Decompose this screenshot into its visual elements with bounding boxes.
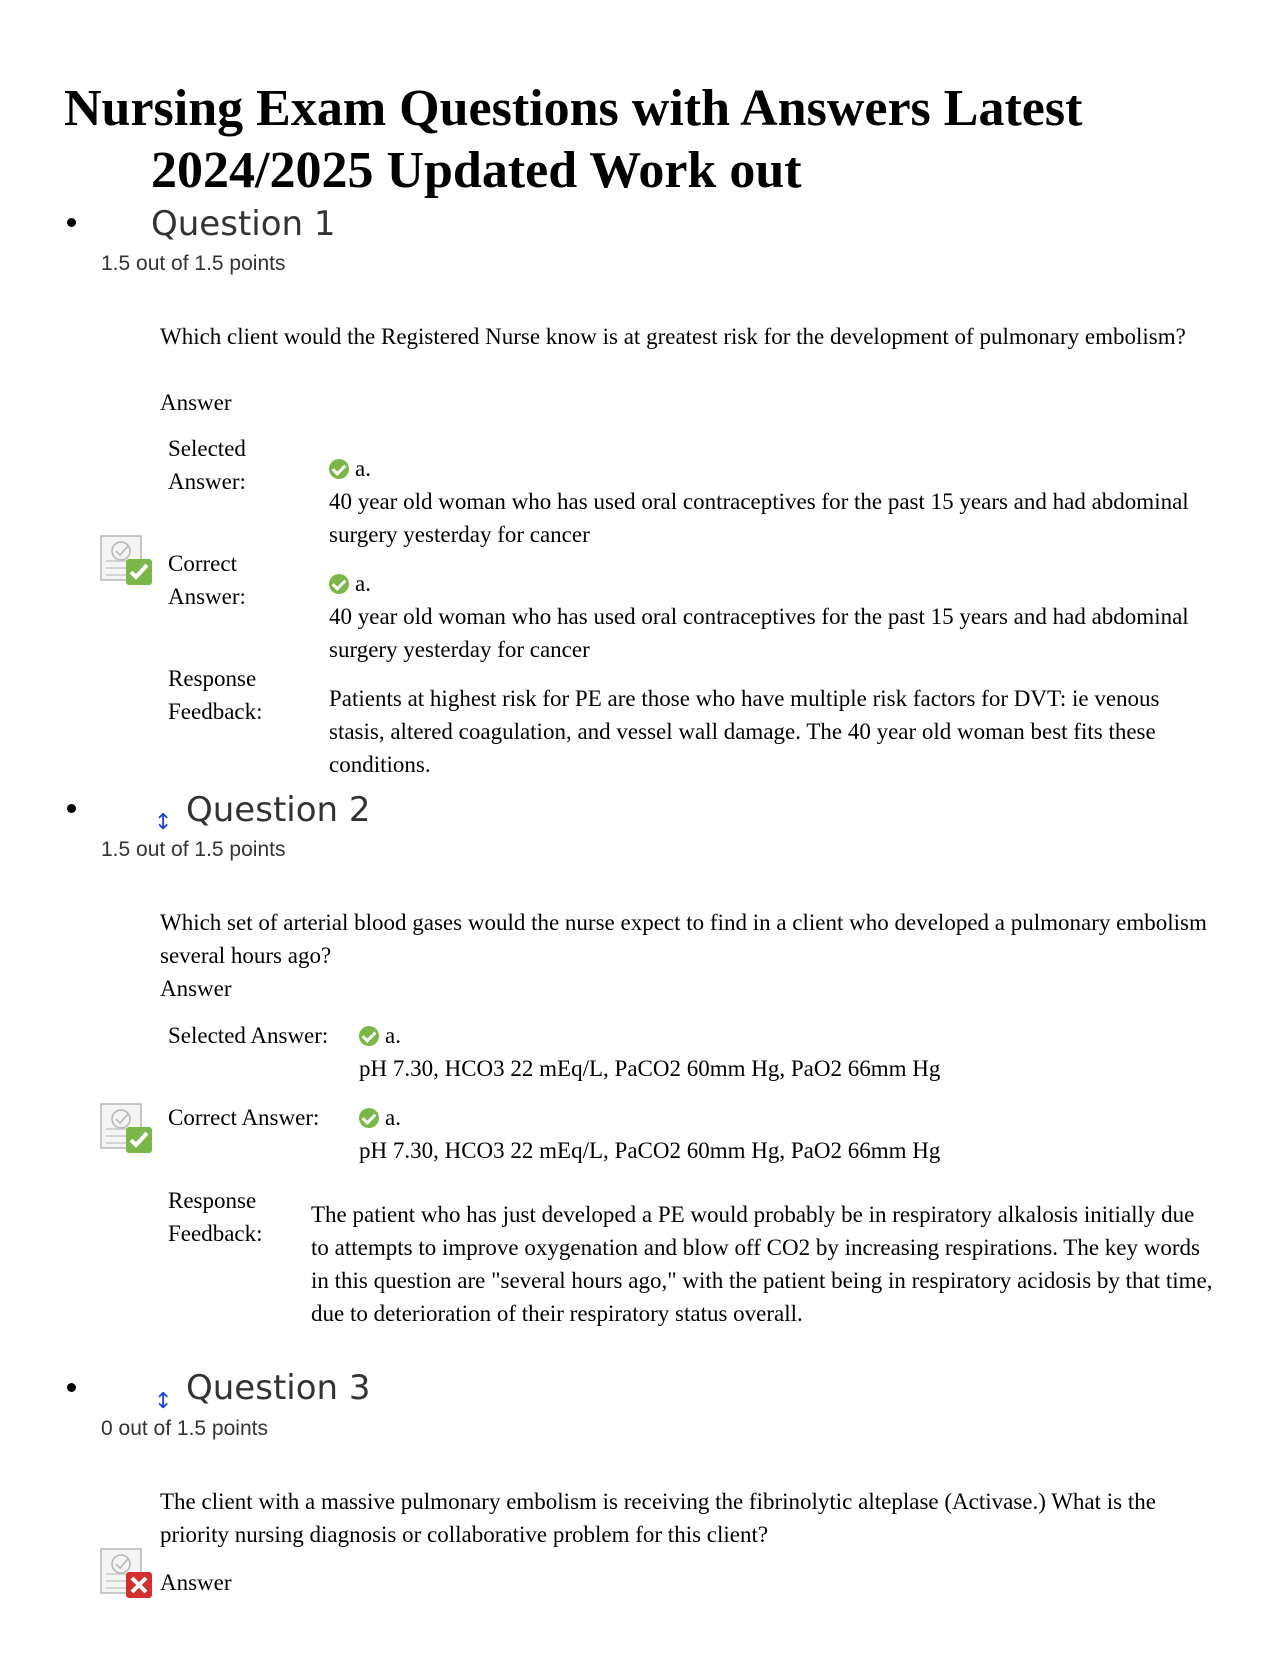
question-text: Which set of arterial blood gases would the nurse expect to find in a client who developed a pulmonary embolism several hours ago? xyxy=(160,910,1207,968)
response-feedback-label: Response Feedback: xyxy=(168,1188,263,1246)
correct-answer-text: pH 7.30, HCO3 22 mEq/L, PaCO2 60mm Hg, PaO2 66mm Hg xyxy=(359,1138,941,1163)
selected-answer-text: 40 year old woman who has used oral contraceptives for the past 15 years and had abdominal surgery yesterday for cancer xyxy=(329,489,1189,547)
question-points: 1.5 out of 1.5 points xyxy=(101,252,286,275)
title-line-1: Nursing Exam Questions with Answers Latest xyxy=(64,80,1083,137)
question-heading: Question 1 xyxy=(151,204,336,244)
list-bullet xyxy=(67,1383,76,1392)
check-icon xyxy=(329,574,349,594)
check-icon xyxy=(359,1026,379,1046)
document-title xyxy=(64,78,1082,202)
question-text: Which client would the Registered Nurse know is at greatest risk for the development of pulmonary embolism? xyxy=(160,324,1186,349)
response-feedback-text: Patients at highest risk for PE are those who have multiple risk factors for DVT: ie venous stasis, altered coagulation, and vessel wall damage. The 40 year old woman best fits these conditions. xyxy=(329,686,1160,777)
selected-answer-choice: a. xyxy=(359,1019,401,1052)
question-points: 0 out of 1.5 points xyxy=(101,1417,268,1440)
response-feedback-text: The patient who has just developed a PE would probably be in respiratory alkalosis initially due to attempts to improve oxygenation and blow off CO2 by increasing respirations. The key words in this question are "several hours ago," with the patient being in respiratory acidosis by that time, due to deterioration of their respiratory status overall. xyxy=(311,1202,1213,1326)
selected-answer-text: pH 7.30, HCO3 22 mEq/L, PaCO2 60mm Hg, PaO2 66mm Hg xyxy=(359,1056,941,1081)
title-line-2: 2024/2025 Updated Work out xyxy=(151,142,802,199)
correct-grade-icon xyxy=(100,533,152,585)
check-icon xyxy=(359,1108,379,1128)
move-handle-icon[interactable]: ↕ xyxy=(154,1389,173,1414)
list-bullet xyxy=(67,804,76,813)
correct-answer-choice: a. xyxy=(329,567,371,600)
correct-answer-choice: a. xyxy=(359,1101,401,1134)
question-points: 1.5 out of 1.5 points xyxy=(101,838,286,861)
question-heading: Question 2 xyxy=(186,790,371,830)
answer-label: Answer xyxy=(160,976,232,1001)
question-heading: Question 3 xyxy=(186,1368,371,1408)
correct-answer-text: 40 year old woman who has used oral contraceptives for the past 15 years and had abdominal surgery yesterday for cancer xyxy=(329,604,1189,662)
correct-grade-icon xyxy=(100,1101,152,1153)
check-icon xyxy=(329,459,349,479)
response-feedback-label: Response Feedback: xyxy=(168,666,263,724)
list-bullet xyxy=(67,218,76,227)
selected-answer-choice: a. xyxy=(329,452,371,485)
move-handle-icon[interactable]: ↕ xyxy=(154,810,173,835)
incorrect-grade-icon xyxy=(100,1546,152,1598)
question-text: The client with a massive pulmonary embolism is receiving the fibrinolytic alteplase (Activase.) What is the priority nursing diagnosis or collaborative problem for this client? xyxy=(160,1489,1156,1547)
selected-answer-label: Selected Answer: xyxy=(168,1023,329,1048)
correct-answer-label: Correct Answer: xyxy=(168,551,246,609)
selected-answer-label: Selected Answer: xyxy=(168,436,246,494)
answer-label: Answer xyxy=(160,1570,232,1595)
answer-label: Answer xyxy=(160,390,232,415)
correct-answer-label: Correct Answer: xyxy=(168,1105,320,1130)
